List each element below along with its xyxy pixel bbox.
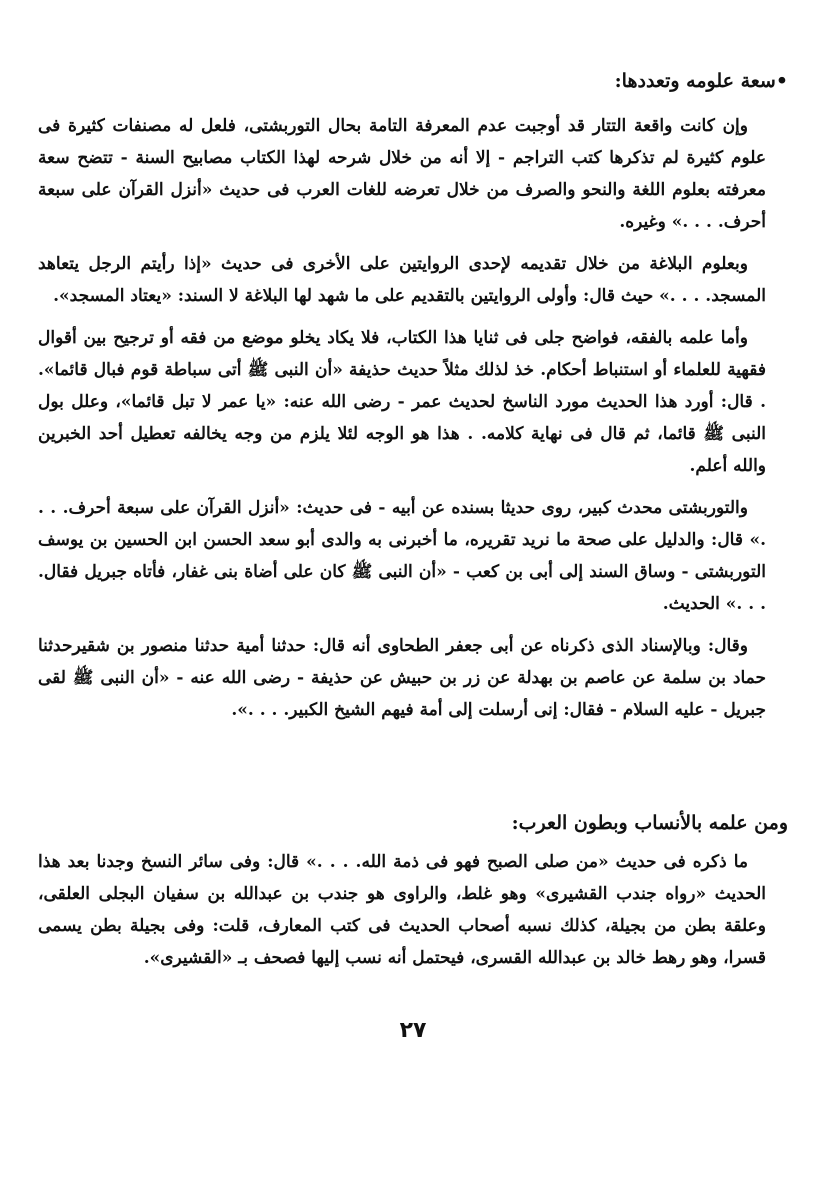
- page-number: ٢٧: [399, 1018, 427, 1043]
- paragraph-fiqh: وأما علمه بالفقه، فواضح جلى فى ثنايا هذا الكتاب، فلا يكاد يخلو موضع من فقه أو ترجيح بين أقوال فقهية للعلماء أو استنباط أحكام. خذ لذلك مثلاً حديث حذيفة «أن النبى ﷺ أتى سباطة قوم فبال قائما». . قال: أورد هذا الحديث مورد الناسخ لحديث عمر - رضى الله عنه: «يا عمر لا تبل قائما»، وعلل بول النبى ﷺ قائما، ثم قال فى نهاية كلامه. . هذا هو الوجه لئلا يلزم من وجه يخالفه تعطيل أحد الخبرين والله أعلم.: [38, 328, 766, 476]
- section-heading-genealogy: ومن علمه بالأنساب وبطون العرب:: [511, 812, 788, 834]
- paragraph-rhetoric: وبعلوم البلاغة من خلال تقديمه لإحدى الروايتين على الأخرى فى حديث «إذا رأيتم الرجل يتعاهد المسجد. . . .» حيث قال: وأولى الروايتين بالتقديم على ما شهد لها البلاغة لا السند: «يعتاد المسجد».: [38, 254, 766, 306]
- paragraph-language: وإن كانت واقعة التتار قد أوجبت عدم المعرفة التامة بحال التوربشتى، فلعل له مصنفات كثيرة فى علوم كثيرة لم تذكرها كتب التراجم - إلا أنه من خلال شرحه لهذا الكتاب مصابيح السنة - تتضح سعة معرفته بعلوم اللغة والنحو والصرف من خلال تعرضه للغات العرب فى حديث «أنزل القرآن على سبعة أحرف. . . .» وغيره.: [38, 116, 766, 232]
- paragraph-genealogy: ما ذكره فى حديث «من صلى الصبح فهو فى ذمة الله. . . .» قال: وفى سائر النسخ وجدنا بعد هذا الحديث «رواه جندب القشيرى» وهو غلط، والراوى هو جندب بن عبدالله بن سفيان البجلى العلقى، وعلقة بطن من بجيلة، كذلك نسبه أصحاب الحديث فى كتب المعارف، قلت: وفى بجيلة بطن يسمى قسرا، وهو رهط خالد بن عبدالله القسرى، فيحتمل أنه نسب إليها فصحف بـ «القشيرى».: [38, 852, 766, 968]
- paragraph-hadith: والتوربشتى محدث كبير، روى حديثا بسنده عن أبيه - فى حديث: «أنزل القرآن على سبعة أحرف. . . .» قال: والدليل على صحة ما نريد تقريره، ما أخبرنى به والدى أبو سعد الحسن ابن الحسين بن يوسف التوربشتى - وساق السند إلى أبى بن كعب - «أن النبى ﷺ كان على أضاة بنى غفار، فأتاه جبريل فقال. . . .» الحديث.: [38, 498, 766, 614]
- section-heading-sciences: •سعة علومه وتعددها:: [614, 70, 788, 92]
- section-body-sciences: [38, 110, 766, 726]
- section-body-genealogy: [38, 846, 766, 974]
- paragraph-isnad: وقال: وبالإسناد الذى ذكرناه عن أبى جعفر الطحاوى أنه قال: حدثنا أمية حدثنا منصور بن شقيرحدثنا حماد بن سلمة عن عاصم بن بهدلة عن زر بن حبيش عن حذيفة - رضى الله عنه - «أن النبى ﷺ لقى جبريل - عليه السلام - فقال: إنى أرسلت إلى أمة فيهم الشيخ الكبير. . . .».: [38, 636, 766, 720]
